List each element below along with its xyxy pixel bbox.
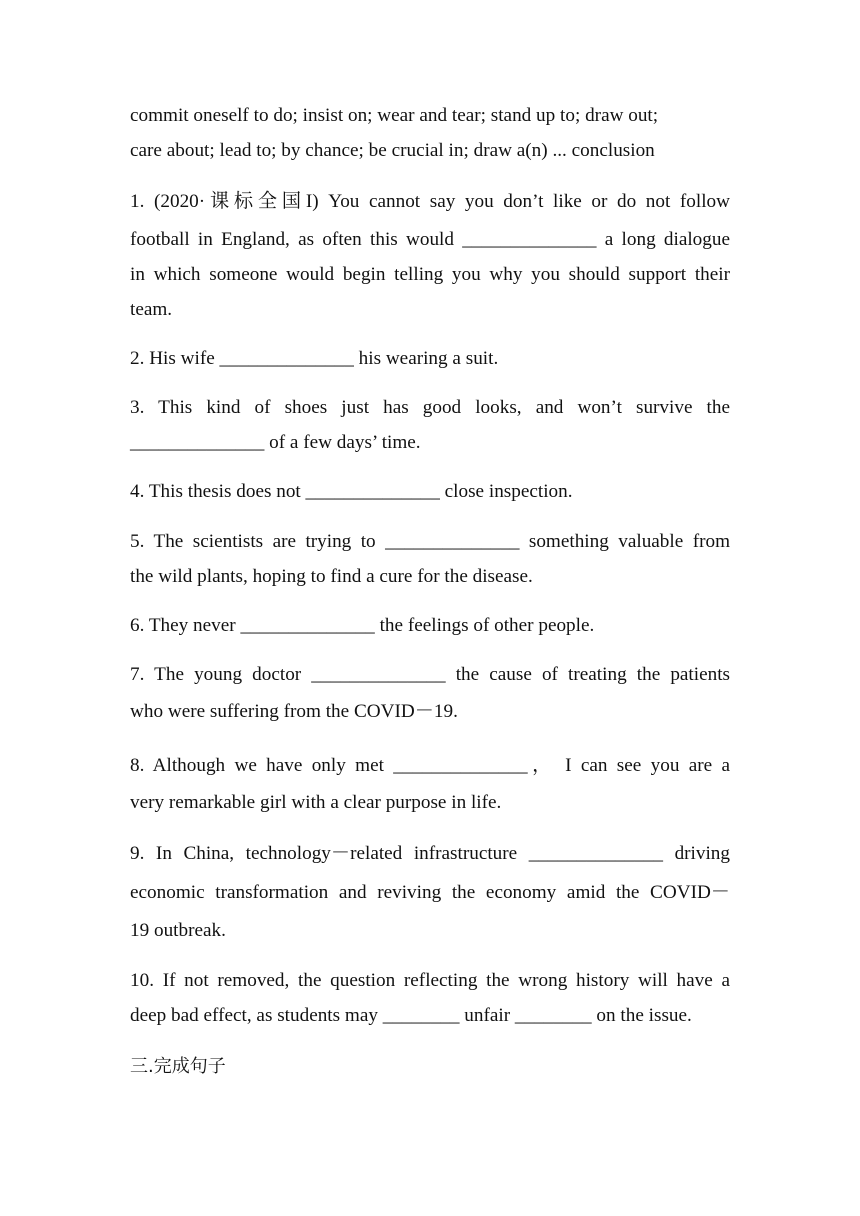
word-bank-line: commit oneself to do; insist on; wear and tear; stand up to; draw out; [130,105,659,126]
question-line: 1. (2020·课标全国I) You cannot say you don’t like or do not follow [130,191,730,212]
question-line: 6. They never ______________ the feelings of other people. [130,615,595,636]
question-line: ______________ of a few days’ time. [130,432,421,453]
question-line: 10. If not removed, the question reflecting the wrong history will have a [130,970,730,991]
question-line: in which someone would begin telling you why you should support their [130,264,730,285]
question-line: deep bad effect, as students may ________ unfair ________ on the issue. [130,1005,692,1026]
question-line: 5. The scientists are trying to ______________ something valuable from [130,531,730,552]
question-line: football in England, as often this would ______________ a long dialogue [130,229,730,250]
question-line: the wild plants, hoping to find a cure for the disease. [130,566,533,587]
question-line: 7. The young doctor ______________ the cause of treating the patients [130,664,730,685]
question-line: very remarkable girl with a clear purpose in life. [130,792,502,813]
question-line: 9. In China, technology－related infrastructure ______________ driving [130,843,730,864]
question-line: economic transformation and reviving the economy amid the COVID－ [130,882,730,903]
question-line: team. [130,299,173,320]
question-line: 2. His wife ______________ his wearing a suit. [130,348,499,369]
question-line: 3. This kind of shoes just has good looks, and won’t survive the [130,397,730,418]
question-line: 8. Although we have only met ______________， I can see you are a [130,755,730,776]
question-line: 19 outbreak. [130,920,226,941]
question-line: who were suffering from the COVID－19. [130,701,458,722]
question-line: 4. This thesis does not ______________ close inspection. [130,481,573,502]
word-bank-line: care about; lead to; by chance; be crucial in; draw a(n) ... conclusion [130,140,655,161]
section-heading: 三.完成句子 [130,1056,226,1077]
